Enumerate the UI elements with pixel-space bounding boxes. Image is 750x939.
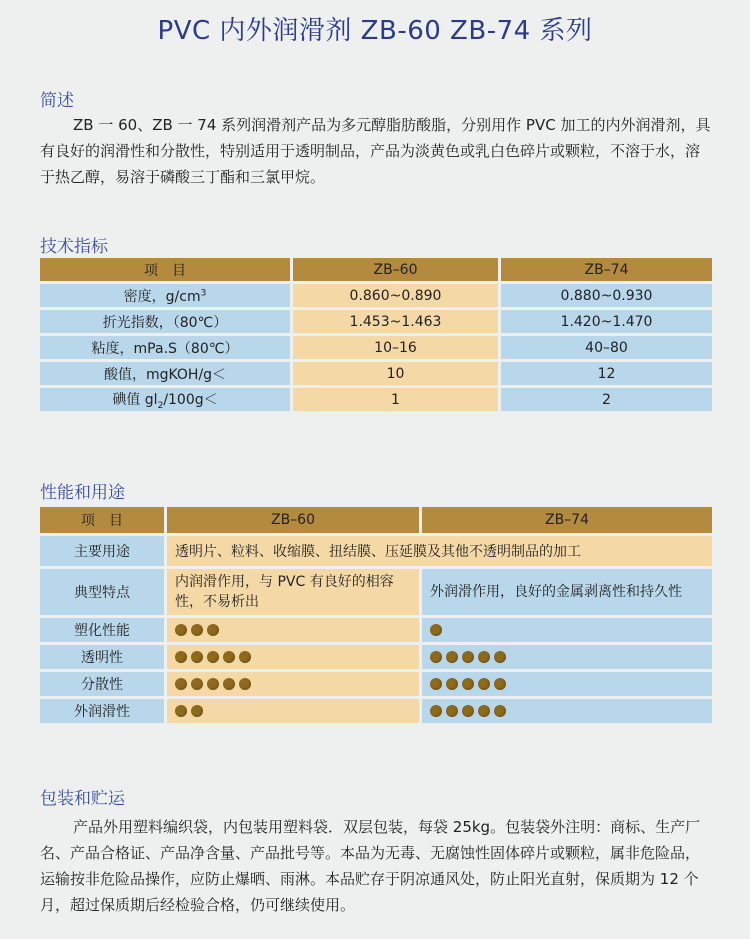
spec-label	[40, 284, 290, 307]
rating-zb74	[422, 699, 712, 723]
spec-label: 粘度，mPa.S（80℃）	[40, 336, 290, 359]
perf-label: 透明性	[40, 645, 164, 669]
spec-label-text: /100g＜	[163, 391, 218, 408]
spec-row	[40, 310, 712, 333]
perf-table	[37, 504, 715, 726]
rating-dot-icon	[446, 678, 458, 690]
page-title: PVC 内外润滑剂 ZB-60 ZB-74 系列	[157, 16, 593, 46]
perf-header-item: 项 目	[40, 507, 164, 533]
rating-dot-icon	[446, 705, 458, 717]
spec-header-zb60: ZB–60	[293, 258, 498, 281]
spec-value-zb60: 10	[293, 362, 498, 385]
perf-label: 塑化性能	[40, 618, 164, 642]
spec-label-sub: 2	[157, 400, 164, 411]
rating-zb60	[167, 699, 419, 723]
spec-value-zb74: 2	[501, 388, 712, 411]
perf-row-rating	[40, 618, 712, 642]
spec-row	[40, 336, 712, 359]
spec-label-text: 碘值 gl	[112, 391, 158, 408]
perf-header-zb60: ZB–60	[167, 507, 419, 533]
spec-header-item: 项 目	[40, 258, 290, 281]
rating-zb60	[167, 618, 419, 642]
perf-row-rating	[40, 645, 712, 669]
rating-dot-icon	[462, 705, 474, 717]
rating-dot-icon	[175, 624, 187, 636]
rating-dot-icon	[191, 705, 203, 717]
packaging-heading: 包装和贮运	[40, 789, 125, 809]
perf-row-rating	[40, 699, 712, 723]
spec-label-sup: 3	[200, 287, 207, 298]
rating-dot-icon	[239, 651, 251, 663]
rating-zb74	[422, 618, 712, 642]
rating-dot-icon	[462, 678, 474, 690]
main-use-text: 透明片、粒料、收缩膜、扭结膜、压延膜及其他不透明制品的加工	[167, 536, 712, 566]
perf-label: 主要用途	[40, 536, 164, 566]
spec-label: 酸值，mgKOH/g＜	[40, 362, 290, 385]
spec-row	[40, 362, 712, 385]
perf-heading: 性能和用途	[40, 483, 125, 503]
rating-dot-icon	[494, 678, 506, 690]
rating-zb74	[422, 645, 712, 669]
spec-header-zb74: ZB–74	[501, 258, 712, 281]
rating-dot-icon	[175, 678, 187, 690]
rating-dot-icon	[223, 678, 235, 690]
rating-dot-icon	[462, 651, 474, 663]
spec-header-row	[40, 258, 712, 281]
packaging-text: 产品外用塑料编织袋，内包装用塑料袋．双层包装，每袋 25kg。包装袋外注明：商标、生产厂名、产品合格证、产品净含量、产品批号等。本品为无毒、无腐蚀性固体碎片或颗粒，属非危险品，运输按非危险品操作，应防止爆晒、雨淋。本品贮存于阴凉通风处，防止阳光直射，保质期为 12 个月，超过保质期后经检验合格，仍可继续使用。	[40, 818, 701, 914]
spec-value-zb74: 0.880~0.930	[501, 284, 712, 307]
rating-dot-icon	[494, 651, 506, 663]
rating-dot-icon	[207, 651, 219, 663]
rating-dot-icon	[207, 678, 219, 690]
intro-heading: 简述	[40, 91, 74, 111]
rating-dot-icon	[223, 651, 235, 663]
rating-dot-icon	[191, 678, 203, 690]
rating-dot-icon	[446, 651, 458, 663]
spec-value-zb60: 1	[293, 388, 498, 411]
rating-dot-icon	[430, 651, 442, 663]
rating-dot-icon	[239, 678, 251, 690]
rating-dot-icon	[175, 705, 187, 717]
perf-header-zb74: ZB–74	[422, 507, 712, 533]
spec-value-zb74: 1.420~1.470	[501, 310, 712, 333]
perf-row-rating	[40, 672, 712, 696]
rating-dot-icon	[175, 651, 187, 663]
rating-zb60	[167, 672, 419, 696]
spec-value-zb74: 40–80	[501, 336, 712, 359]
spec-label	[40, 388, 290, 411]
spec-table	[37, 255, 715, 414]
spec-value-zb60: 1.453~1.463	[293, 310, 498, 333]
rating-zb74	[422, 672, 712, 696]
rating-dot-icon	[430, 678, 442, 690]
rating-dot-icon	[478, 651, 490, 663]
rating-dot-icon	[207, 624, 219, 636]
rating-dot-icon	[494, 705, 506, 717]
rating-dot-icon	[430, 705, 442, 717]
spec-label-text: 密度，g/cm	[123, 288, 201, 305]
spec-heading: 技术指标	[40, 237, 108, 257]
rating-zb60	[167, 645, 419, 669]
spec-value-zb60: 10–16	[293, 336, 498, 359]
spec-value-zb74: 12	[501, 362, 712, 385]
rating-dot-icon	[430, 624, 442, 636]
spec-row	[40, 284, 712, 307]
perf-label: 典型特点	[40, 569, 164, 615]
intro-text: ZB 一 60、ZB 一 74 系列润滑剂产品为多元醇脂肪酸脂，分别用作 PVC 加工的内外润滑剂，具有良好的润滑性和分散性，特别适用于透明制品，产品为淡黄色或乳白色碎片或颗粒，不溶于水，溶于热乙醇，易溶于磷酸三丁酯和三氯甲烷。	[40, 116, 711, 186]
perf-label: 分散性	[40, 672, 164, 696]
perf-row-main-use	[40, 536, 712, 566]
spec-label: 折光指数，（80℃）	[40, 310, 290, 333]
spec-value-zb60: 0.860~0.890	[293, 284, 498, 307]
perf-header-row	[40, 507, 712, 533]
spec-row	[40, 388, 712, 411]
perf-row-feature	[40, 569, 712, 615]
rating-dot-icon	[478, 705, 490, 717]
perf-label: 外润滑性	[40, 699, 164, 723]
rating-dot-icon	[191, 624, 203, 636]
rating-dot-icon	[478, 678, 490, 690]
feature-zb74: 外润滑作用，良好的金属剥离性和持久性	[422, 569, 712, 615]
rating-dot-icon	[191, 651, 203, 663]
feature-zb60: 内润滑作用，与 PVC 有良好的相容性，不易析出	[167, 569, 419, 615]
